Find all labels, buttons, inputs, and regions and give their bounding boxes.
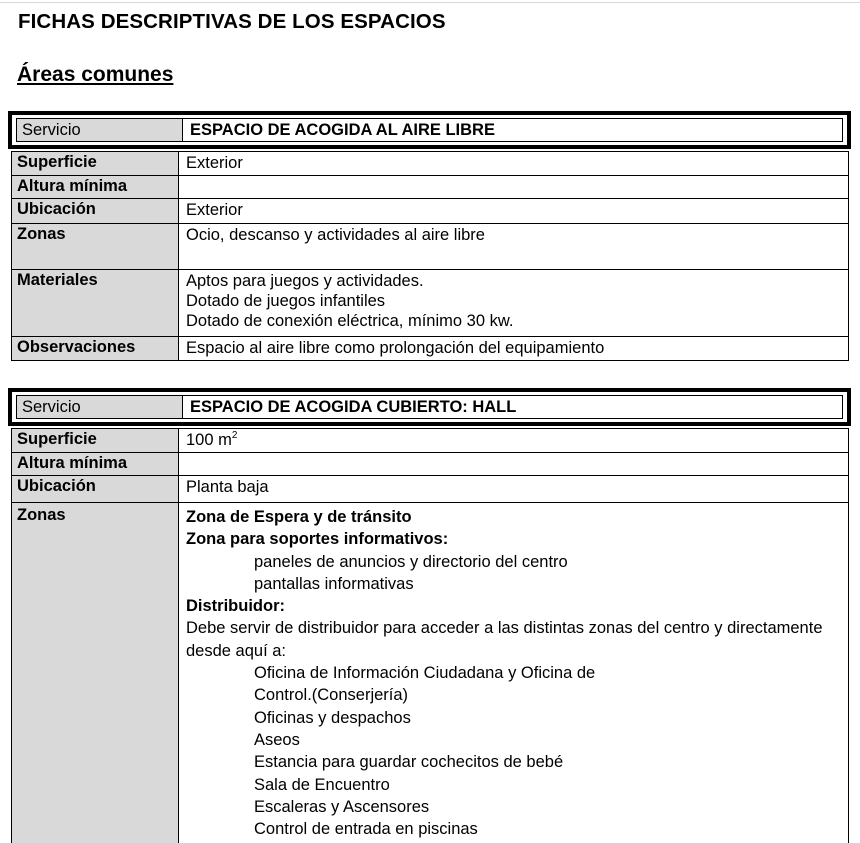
row-label: Altura mínima	[12, 453, 179, 475]
row-superficie	[12, 152, 848, 176]
row-label: Materiales	[12, 270, 179, 336]
row-label: Zonas	[12, 503, 179, 843]
row-label: Altura mínima	[12, 176, 179, 198]
destino-item: Control de entrada en piscinas	[254, 820, 478, 839]
row-value: Exterior	[186, 154, 243, 172]
row-label: Zonas	[12, 224, 179, 269]
service-header-label: Servicio	[17, 119, 183, 141]
materiales-line: Aptos para juegos y actividades.	[186, 272, 424, 290]
row-label: Ubicación	[12, 476, 179, 502]
destino-item: Aseos	[254, 730, 300, 749]
destino-item: Oficina de Información Ciudadana y Oficina de	[254, 664, 596, 683]
row-superficie	[12, 429, 848, 453]
row-value	[179, 270, 848, 336]
service-header-value: ESPACIO DE ACOGIDA CUBIERTO: HALL	[190, 398, 517, 416]
materiales-line: Dotado de juegos infantiles	[186, 292, 386, 310]
soporte-item: paneles de anuncios y directorio del centro	[254, 552, 568, 571]
row-value: Espacio al aire libre como prolongación del equipamiento	[186, 339, 605, 357]
area-unit-exponent: 2	[231, 430, 238, 441]
zona-soportes-title: Zona para soportes informativos:	[186, 530, 449, 549]
zona-espera: Zona de Espera y de tránsito	[186, 508, 412, 526]
row-altura	[12, 453, 848, 476]
soporte-item: pantallas informativas	[254, 574, 414, 593]
service-header-label: Servicio	[17, 396, 183, 418]
destino-item: Escaleras y Ascensores	[254, 797, 430, 816]
row-materiales	[12, 270, 848, 337]
row-zonas	[12, 503, 848, 843]
row-value: Ocio, descanso y actividades al aire libre	[186, 226, 485, 244]
destino-item: Oficinas y despachos	[254, 708, 411, 727]
area-value: 100 m	[186, 431, 232, 449]
row-value	[179, 176, 848, 198]
row-altura	[12, 176, 848, 199]
row-value: Exterior	[186, 201, 243, 219]
top-rule	[0, 2, 860, 3]
service-details-table	[11, 428, 849, 843]
service-header-value: ESPACIO DE ACOGIDA AL AIRE LIBRE	[190, 121, 495, 139]
row-zonas	[12, 224, 848, 270]
service-header	[8, 388, 851, 426]
document-title: FICHAS DESCRIPTIVAS DE LOS ESPACIOS	[18, 10, 446, 33]
row-ubicacion	[12, 476, 848, 503]
service-details-table	[11, 151, 849, 361]
row-label: Ubicación	[12, 199, 179, 223]
materiales-line: Dotado de conexión eléctrica, mínimo 30 kw.	[186, 312, 514, 330]
row-label: Superficie	[12, 152, 179, 175]
row-value	[179, 429, 848, 452]
row-ubicacion	[12, 199, 848, 224]
service-card-hall	[8, 388, 851, 843]
service-header	[8, 111, 851, 149]
row-observaciones	[12, 337, 848, 360]
row-label: Observaciones	[12, 337, 179, 360]
destino-item: Control.(Conserjería)	[254, 686, 409, 705]
row-value	[179, 503, 848, 843]
distribuidor-title: Distribuidor:	[186, 597, 285, 616]
row-value: Planta baja	[186, 478, 269, 496]
destino-item: Estancia para guardar cochecitos de bebé	[254, 753, 564, 772]
row-label: Superficie	[12, 429, 179, 452]
row-value	[179, 453, 848, 475]
section-title: Áreas comunes	[17, 63, 174, 86]
service-card-outdoor	[8, 111, 851, 361]
distribuidor-text: Debe servir de distribuidor para acceder a las distintas zonas del centro y directamente desde aquí a:	[186, 619, 823, 660]
destino-item: Sala de Encuentro	[254, 775, 390, 794]
